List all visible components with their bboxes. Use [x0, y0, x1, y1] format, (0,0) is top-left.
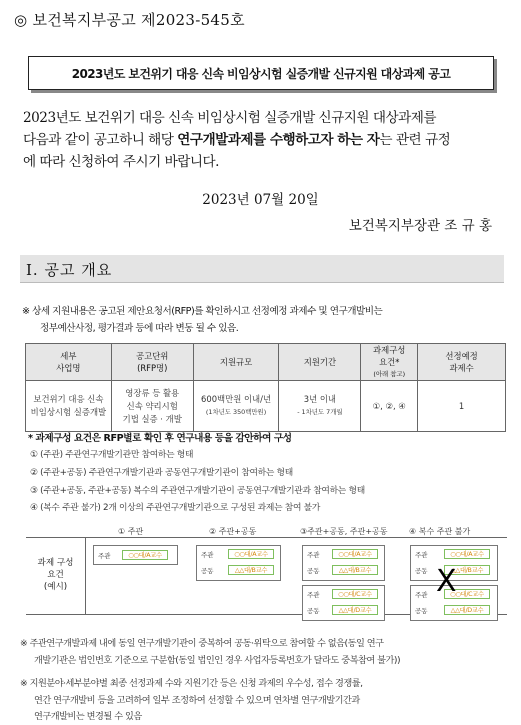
notice-date: 2023년 07월 20일 — [202, 192, 319, 208]
notice-number: ◎ 보건복지부공고 제2023-545호 — [14, 11, 245, 29]
tag-lead: ○○대/A교수 — [122, 550, 168, 560]
requirements-title: * 과제구성 요건은 RFP별로 확인 후 연구내용 등을 감안하여 구성 — [28, 433, 292, 444]
cell-scale: 600백만원 이내/년 (1차년도 350백만원) — [193, 381, 279, 432]
tag-lead: ○○대/A교수 — [444, 549, 490, 559]
cross-mark-icon: X — [436, 564, 457, 599]
cell-period: 3년 이내 - 1차년도 7개월 — [279, 381, 361, 432]
tag-lead: ○○대/C교수 — [444, 589, 490, 599]
tag-lead: ○○대/C교수 — [332, 589, 378, 599]
footnote-2-line-2: 연간 연구개발비 등을 고려하여 일부 조정하여 선정할 수 있으며 연차별 연구개발기간과 — [34, 694, 360, 706]
notice-title: 2023년도 보건위기 대응 신속 비임상시험 실증개발 신규지원 대상과제 공고 — [71, 66, 451, 81]
lead-label: 주관 — [201, 551, 214, 559]
intro-line-2 — [23, 129, 507, 151]
lead-label: 주관 — [98, 552, 111, 560]
tag-partner: △△대/B교수 — [444, 565, 490, 575]
partner-label: 공동 — [201, 567, 214, 575]
program-table — [25, 343, 506, 432]
header-period: 지원기간 — [279, 344, 361, 381]
tag-partner: △△대/D교수 — [332, 605, 378, 615]
footnote-2 — [20, 676, 508, 725]
intro-line-2-emphasis: 연구개발과제를 수행하고자 하는 자 — [177, 132, 380, 148]
requirement-item: ③ (주관+공동, 주관+공동) 복수의 주관연구개발기관이 공동연구개발기관과 참여하는 형태 — [30, 485, 365, 496]
tag-partner: △△대/B교수 — [228, 565, 274, 575]
intro-line-2c: 는 관련 규정 — [379, 132, 451, 148]
intro-line-3: 에 따라 신청하여 주시기 바랍니다. — [23, 154, 219, 170]
section-note — [22, 303, 506, 337]
table-header-row — [26, 344, 506, 381]
table-row — [26, 381, 506, 432]
footnote-1-line-1: ※ 주관연구개발과제 내에 동일 연구개발기관이 중복하여 공동·위탁으로 참여할 수 없음(동일 연구 — [20, 638, 384, 649]
diagram-col-1: ① 주관 — [118, 527, 144, 536]
cell-program: 보건위기 대응 신속 비임상시험 실증개발 — [26, 381, 112, 432]
diagram-col-4: ④ 복수 주관 불가 — [409, 527, 471, 536]
partner-label: 공동 — [307, 607, 320, 615]
header-rfp: 공고단위 (RFP명) — [111, 344, 193, 381]
lead-label: 주관 — [307, 591, 320, 599]
notice-title-box — [28, 56, 494, 90]
footnote-1 — [20, 636, 508, 669]
footnote-1-line-2: 개발기관은 법인번호 기준으로 구분함(동일 법인인 경우 사업자등록번호가 달라도 중복참여 불가)) — [34, 654, 401, 666]
footnote-2-line-1: ※ 지원분야·세부분야별 최종 선정과제 수와 지원기간 등은 신청 과제의 우수성, 접수 경쟁률, — [20, 678, 363, 689]
tag-partner: △△대/B교수 — [332, 565, 378, 575]
partner-label: 공동 — [415, 567, 428, 575]
header-requirement: 과제구성 요건* (아래 참고) — [361, 344, 418, 381]
intro-line-2a: 다음과 같이 공고하니 해당 — [23, 132, 178, 148]
section-heading: Ⅰ. 공고 개요 — [20, 255, 504, 283]
header-scale: 지원규모 — [193, 344, 279, 381]
diagram-col-3: ③주관+공동, 주관+공동 — [300, 527, 388, 536]
minister-signature: 보건복지부장관 조 규 홍 — [348, 218, 492, 234]
requirement-item: ② (주관+공동) 주관연구개발기관과 공동연구개발기관이 참여하는 형태 — [30, 467, 293, 478]
requirement-item: ④ (복수 주관 불가) 2개 이상의 주관연구개발기관으로 구성된 과제는 참여 불가 — [30, 503, 321, 514]
section-note-line-1: ※ 상세 지원내용은 공고된 제안요청서(RFP)를 확인하시고 선정예정 과제수 및 연구개발비는 — [22, 306, 383, 317]
lead-label: 주관 — [415, 551, 428, 559]
partner-label: 공동 — [415, 607, 428, 615]
cell-requirement: ①, ②, ④ — [361, 381, 418, 432]
composition-diagram — [26, 526, 507, 626]
cell-rfp: 영장류 등 활용 신속 약리시험 기법 실증 · 개발 — [111, 381, 193, 432]
tag-lead: ○○대/A교수 — [228, 549, 274, 559]
cell-count: 1 — [418, 381, 506, 432]
intro-line-1: 2023년도 보건위기 대응 신속 비임상시험 실증개발 신규지원 대상과제를 — [23, 110, 437, 126]
partner-label: 공동 — [307, 567, 320, 575]
diagram-col-2: ② 주관+공동 — [209, 527, 257, 536]
tag-lead: ○○대/A교수 — [332, 549, 378, 559]
footnote-2-line-3: 연구개발비는 변경될 수 있음 — [34, 711, 142, 722]
lead-label: 주관 — [415, 591, 428, 599]
section-note-line-2: 정부예산사정, 평가결과 등에 따라 변동 될 수 있음. — [40, 323, 239, 334]
header-count: 선정예정 과제수 — [418, 344, 506, 381]
requirements-list — [30, 447, 365, 518]
tag-partner: △△대/D교수 — [444, 605, 490, 615]
lead-label: 주관 — [307, 551, 320, 559]
intro-paragraph — [23, 107, 507, 173]
header-program: 세부 사업명 — [26, 344, 112, 381]
requirement-item: ① (주관) 주관연구개발기관만 참여하는 형태 — [30, 450, 194, 460]
diagram-row-label: 과제 구성 요건 (예시) — [26, 537, 86, 615]
